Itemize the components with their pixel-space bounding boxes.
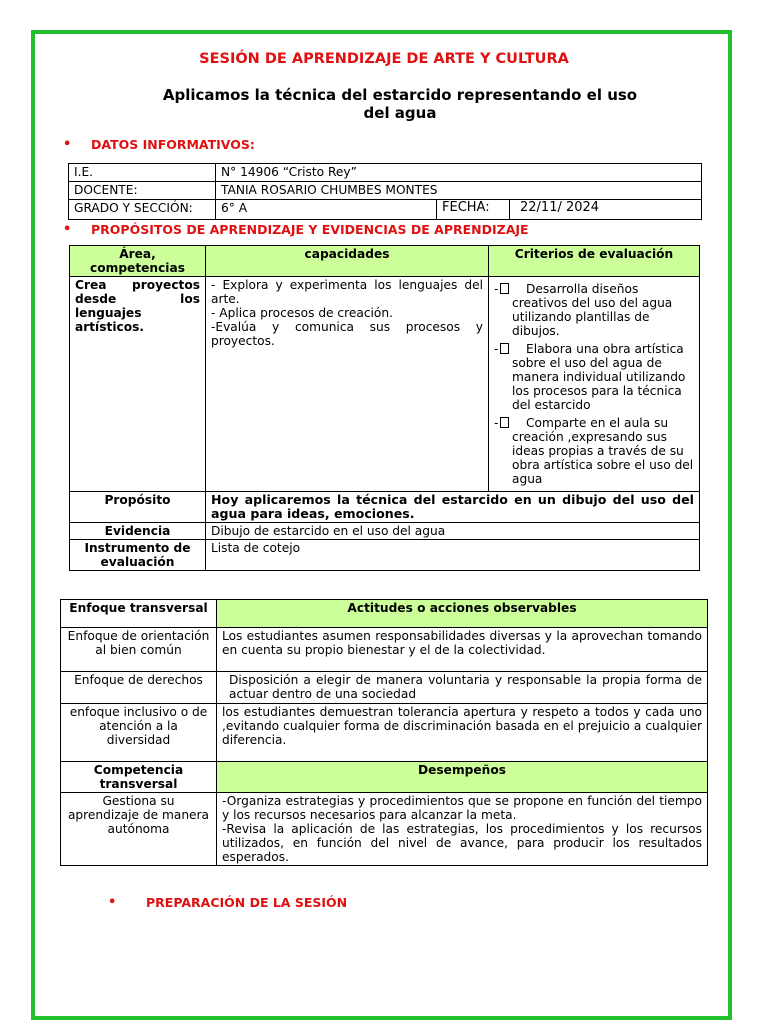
header-desempenos: Desempeños xyxy=(217,762,708,793)
document-title: SESIÓN DE APRENDIZAJE DE ARTE Y CULTURA xyxy=(199,51,569,67)
checkbox-icon xyxy=(500,343,509,354)
header-criterios: Criterios de evaluación xyxy=(489,246,700,277)
instrumento-value: Lista de cotejo xyxy=(206,540,700,571)
capacidad-3: -Evalúa y comunica sus procesos y proyectos. xyxy=(211,320,483,348)
subtitle-line-1: Aplicamos la técnica del estarcido representando el uso xyxy=(162,86,638,104)
grado-label: GRADO Y SECCIÓN: xyxy=(69,200,216,220)
section-datos-label: DATOS INFORMATIVOS: xyxy=(91,137,255,152)
competencia-transversal-label: Gestiona su aprendizaje de manera autónoma xyxy=(61,793,217,866)
capacidad-1: - Explora y experimenta los lenguajes del arte. xyxy=(211,278,483,306)
proposito-value: Hoy aplicaremos la técnica del estarcido en un dibujo del uso del agua para ideas, emociones. xyxy=(206,492,700,523)
ie-value: N° 14906 “Cristo Rey” xyxy=(216,164,702,182)
bullet-icon: • xyxy=(63,222,72,237)
enfoques-table xyxy=(60,599,708,866)
section-preparacion-label: PREPARACIÓN DE LA SESIÓN xyxy=(146,895,348,910)
criterios-cell xyxy=(489,277,700,492)
criterio-3: - Comparte en el aula su creación ,expresando sus ideas propias a través de su obra artística sobre el uso del agua xyxy=(494,416,694,486)
section-propositos-label: PROPÓSITOS DE APRENDIZAJE Y EVIDENCIAS DE APRENDIZAJE xyxy=(91,222,529,237)
evidencia-value: Dibujo de estarcido en el uso del agua xyxy=(206,523,700,540)
header-enfoque: Enfoque transversal xyxy=(61,600,217,628)
criterio-2: - Elabora una obra artística sobre el uso del agua de manera individual utilizando los procesos para la técnica del estarcido xyxy=(494,342,686,412)
desempeno-1: -Organiza estrategias y procedimientos que se propone en función del tiempo y los recursos necesarios para alcanzar la meta. xyxy=(222,794,702,822)
capacidades-cell xyxy=(206,277,489,492)
enfoque-1-value: Los estudiantes asumen responsabilidades diversas y la aprovechan tomando en cuenta su propio bienestar y el de la colectividad. xyxy=(217,628,708,672)
section-datos-heading xyxy=(63,137,255,152)
docente-label: DOCENTE: xyxy=(69,182,216,200)
enfoque-2-label: Enfoque de derechos xyxy=(61,672,217,704)
instrumento-label: Instrumento de evaluación xyxy=(70,540,206,571)
desempenos-cell xyxy=(217,793,708,866)
enfoque-3-label: enfoque inclusivo o de atención a la diversidad xyxy=(61,704,217,762)
criterio-1: - Desarrolla diseños creativos del uso del agua utilizando plantillas de dibujos. xyxy=(494,282,673,338)
ie-label: I.E. xyxy=(69,164,216,182)
section-propositos-heading xyxy=(63,222,529,237)
evidencia-label: Evidencia xyxy=(70,523,206,540)
header-area: Área, competencias xyxy=(70,246,206,277)
competencia-cell: Crea proyectos desde los lenguajes artísticos. xyxy=(70,277,206,492)
session-subtitle xyxy=(150,86,650,122)
bullet-icon: • xyxy=(108,895,117,910)
checkbox-icon xyxy=(500,417,509,428)
propositos-table xyxy=(69,245,700,571)
section-preparacion-heading xyxy=(108,895,348,910)
subtitle-line-2: del agua xyxy=(363,104,437,122)
enfoque-3-value: los estudiantes demuestran tolerancia apertura y respeto a todos y cada uno ,evitando cualquier forma de discriminación basada en el prejuicio a cualquier diferencia. xyxy=(217,704,708,762)
header-capacidades: capacidades xyxy=(206,246,489,277)
header-competencia: Competencia transversal xyxy=(61,762,217,793)
grado-value: 6° A xyxy=(216,200,437,220)
bullet-icon: • xyxy=(63,137,72,152)
checkbox-icon xyxy=(500,283,509,294)
desempeno-2: -Revisa la aplicación de las estrategias, los procedimientos y los recursos utilizados, en función del nivel de avance, para producir los resultados esperados. xyxy=(222,822,702,864)
header-actitudes: Actitudes o acciones observables xyxy=(217,600,708,628)
fecha-value: 22/11/ 2024 xyxy=(510,200,702,220)
enfoque-1-label: Enfoque de orientación al bien común xyxy=(61,628,217,672)
capacidad-2: - Aplica procesos de creación. xyxy=(211,306,393,320)
datos-table xyxy=(68,163,702,220)
proposito-label: Propósito xyxy=(70,492,206,523)
enfoque-2-value: Disposición a elegir de manera voluntaria y responsable la propia forma de actuar dentro de una sociedad xyxy=(217,672,708,704)
docente-value: TANIA ROSARIO CHUMBES MONTES xyxy=(216,182,702,200)
fecha-label: FECHA: xyxy=(437,200,510,220)
